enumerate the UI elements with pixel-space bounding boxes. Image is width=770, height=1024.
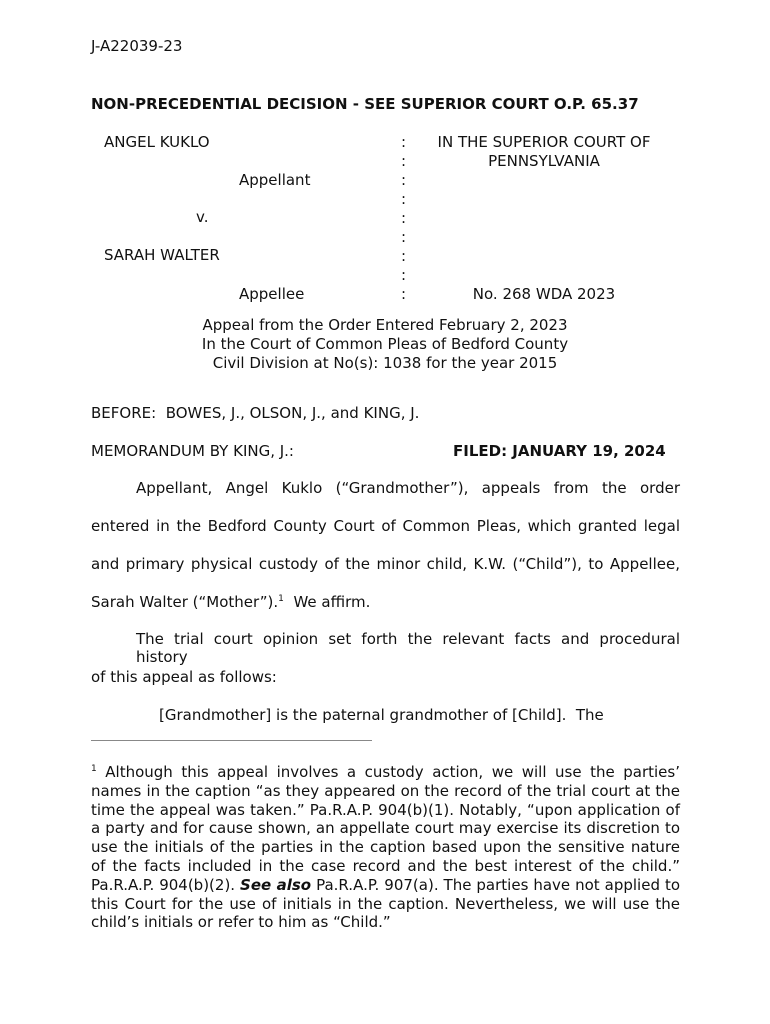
appeal-info-line3: Civil Division at No(s): 1038 for the year 2015 <box>212 354 558 372</box>
appeal-info <box>0 316 770 373</box>
caption-colon: : <box>401 266 407 284</box>
caption-colon: : <box>401 247 407 265</box>
appeal-info-line1: Appeal from the Order Entered February 2, 2023 <box>202 316 568 334</box>
body-text: Sarah Walter (“Mother”). <box>91 593 279 611</box>
versus: v. <box>196 208 209 226</box>
footnote-text: Pa.R.A.P. 907(a). The parties have not applied to this Court for the use of initials in the caption. Nevertheless, we will use the child’s initials or refer to him as “Child.” <box>91 875 681 932</box>
decision-notice: NON-PRECEDENTIAL DECISION - SEE SUPERIOR COURT O.P. 65.37 <box>91 95 639 113</box>
caption-colon: : <box>401 209 407 227</box>
filed-date: FILED: JANUARY 19, 2024 <box>453 442 666 460</box>
footnote-marker: 1 <box>91 764 97 774</box>
appellant-role: Appellant <box>239 171 311 189</box>
docket-number: No. 268 WDA 2023 <box>472 285 616 303</box>
body-text: We affirm. <box>283 593 371 611</box>
appellee-role: Appellee <box>239 285 305 303</box>
docket-code: J-A22039-23 <box>91 37 183 55</box>
footnote-text: Although this appeal involves a custody action, we will use the parties’ names in the caption “as they appeared on the record of the trial court at the time the appeal was taken.” Pa.R.A.P. 904(b)(1). Notably, “upon application of a party and for cause shown, an appellate court may exercise its discretion to use the initials of the parties in the caption based upon the sensitive nature of the facts included in the case record and the best interest of the child.” Pa.R.A.P. 904(b)(2). <box>91 763 680 894</box>
quote-line: [Grandmother] is the paternal grandmother of [Child]. The <box>159 706 604 724</box>
footnote-see-also: See also <box>240 875 312 894</box>
footnote <box>91 763 680 932</box>
panel-judges: BEFORE: BOWES, J., OLSON, J., and KING, J. <box>91 404 420 422</box>
body-line <box>91 593 370 611</box>
memorandum-author: MEMORANDUM BY KING, J.: <box>91 442 294 460</box>
court-name-line1: IN THE SUPERIOR COURT OF <box>437 133 651 151</box>
appeal-info-line2: In the Court of Common Pleas of Bedford County <box>201 335 569 353</box>
court-name-line2: PENNSYLVANIA <box>488 152 600 170</box>
footnote-reference[interactable]: 1 <box>278 594 284 604</box>
body-line: entered in the Bedford County Court of Common Pleas, which granted legal <box>91 517 680 535</box>
caption-colon: : <box>401 190 407 208</box>
caption-colon: : <box>401 285 407 303</box>
caption-colon: : <box>401 133 407 151</box>
appellee-name: SARAH WALTER <box>104 246 220 264</box>
caption-colon: : <box>401 228 407 246</box>
body-line: of this appeal as follows: <box>91 668 277 686</box>
footnote-separator <box>91 740 372 741</box>
caption-colon: : <box>401 171 407 189</box>
appellant-name: ANGEL KUKLO <box>104 133 210 151</box>
body-line: Appellant, Angel Kuklo (“Grandmother”), appeals from the order <box>136 479 680 497</box>
body-line: and primary physical custody of the minor child, K.W. (“Child”), to Appellee, <box>91 555 680 573</box>
caption-colon: : <box>401 152 407 170</box>
body-line: The trial court opinion set forth the relevant facts and procedural history <box>136 630 680 666</box>
